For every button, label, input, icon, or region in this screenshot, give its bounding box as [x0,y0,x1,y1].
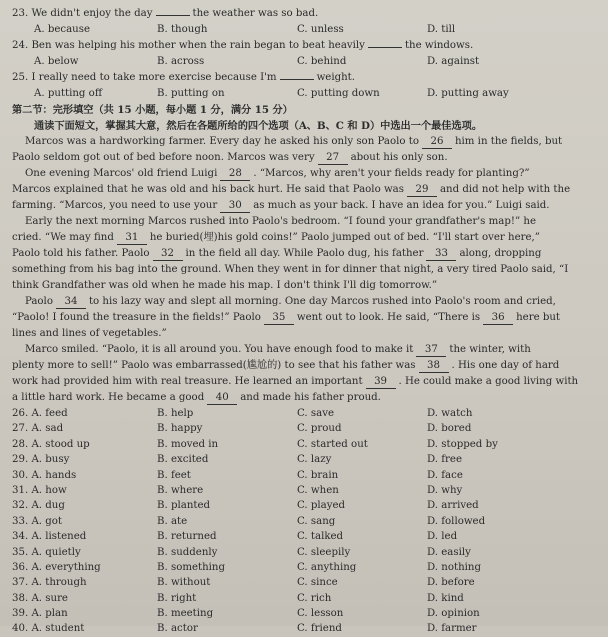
question-stem-end: the weather was so bad. [192,8,319,19]
answer-choices [12,406,598,637]
option-b: B. though [157,24,208,35]
choice-option-b: B. moved in [157,438,219,450]
choice-option-b: B. meeting [157,608,214,620]
passage-line [12,374,598,390]
passage-text: “Paolo! I found the treasure in the fields!” Paolo [12,312,261,323]
answer-blank [156,15,190,16]
choice-option-c: C. anything [297,561,357,573]
passage-line [12,326,598,342]
passage-text: plenty more to sell!” Paolo was embarrassed(尴尬的) to see that his father was [12,360,416,371]
choice-row [12,545,598,560]
choice-option-d: D. why [427,484,463,496]
choice-option-a: 39. A. plan [12,608,68,620]
question-23-options [12,22,598,38]
passage-text: farming. “Marcos, you need to use your [12,200,218,211]
choice-row [12,514,598,529]
cloze-passage [12,134,598,406]
choice-option-a: 32. A. dug [12,500,65,512]
choice-option-c: C. sleepily [297,546,351,558]
passage-line [12,198,598,214]
passage-text: about his only son. [350,152,448,163]
choice-option-a: 29. A. busy [12,454,70,466]
passage-text: in the field all day. While Paolo dug, his father [185,248,424,259]
question-25-options [12,86,598,102]
choice-row [12,498,598,513]
passage-line [12,166,598,182]
choice-row [12,575,598,590]
choice-option-a: 30. A. hands [12,469,77,481]
choice-option-c: C. friend [297,623,342,635]
choice-option-b: B. right [157,592,197,604]
passage-text: Early the next morning Marcos rushed into Paolo's bedroom. “I found your grandfather's map!” he [12,216,536,227]
passage-text: lines and lines of vegetables.” [12,328,167,339]
cloze-blank: 30 [220,200,250,213]
passage-text: . “Marcos, why aren't your fields ready for planting?” [253,168,530,179]
choice-option-c: C. lazy [297,454,332,466]
question-stem: 23. We didn't enjoy the day [12,8,153,19]
question-stem-end: weight. [316,72,356,83]
choice-option-d: D. face [427,469,463,481]
cloze-blank: 33 [426,248,456,261]
passage-text: and did not help with the [439,184,571,195]
question-stem-end: the windows. [404,40,474,51]
cloze-blank: 34 [56,296,86,309]
passage-text: Paolo [12,296,53,307]
option-a: A. below [34,56,79,67]
passage-line [12,134,598,150]
choice-option-a: 37. A. through [12,577,87,589]
choice-option-b: B. excited [157,454,209,466]
choice-option-a: 28. A. stood up [12,438,90,450]
passage-text: cried. “We may find [12,232,114,243]
passage-text: to his lazy way and slept all morning. One day Marcos rushed into Paolo's room and cried, [88,296,556,307]
choice-option-c: C. started out [297,438,368,450]
passage-line [12,294,598,310]
choice-option-b: B. suddenly [157,546,218,558]
choice-option-d: D. opinion [427,608,480,620]
choice-row [12,529,598,544]
cloze-blank: 27 [318,152,348,165]
question-24-options [12,54,598,70]
choice-option-d: D. easily [427,546,471,558]
choice-option-c: C. sang [297,515,336,527]
choice-option-c: C. brain [297,469,339,481]
passage-text: Paolo told his father. Paolo [12,248,150,259]
choice-option-c: C. save [297,408,334,419]
passage-line [12,358,598,374]
option-a: A. because [34,24,90,35]
passage-text: . His one day of hard [451,360,560,371]
passage-line [12,390,598,406]
cloze-blank: 40 [207,392,237,405]
cloze-blank: 38 [419,360,449,373]
choice-option-c: C. when [297,484,339,496]
cloze-blank: 26 [422,136,452,149]
choice-option-d: D. followed [427,515,486,527]
option-a: A. putting off [34,88,103,99]
choice-option-d: D. before [427,577,475,589]
choice-row [12,468,598,483]
choice-option-a: 35. A. quietly [12,546,81,558]
passage-line [12,342,598,358]
cloze-blank: 32 [153,248,183,261]
choice-option-b: B. help [157,408,194,419]
cloze-blank: 36 [483,312,513,325]
passage-line [12,262,598,278]
choice-option-d: D. farmer [427,623,477,635]
cloze-blank: 39 [366,376,396,389]
passage-text: he buried(埋)his gold coins!” Paolo jumped out of bed. “I'll start over here,” [149,232,540,243]
choice-option-c: C. rich [297,592,332,604]
question-stem: 24. Ben was helping his mother when the rain began to beat heavily [12,40,365,51]
choice-option-d: D. led [427,531,458,543]
cloze-blank: 29 [407,184,437,197]
choice-option-a: 40. A. student [12,623,85,635]
passage-line [12,278,598,294]
choice-row [12,437,598,452]
option-d: D. till [427,24,456,35]
choice-option-b: B. actor [157,623,198,635]
passage-text: as much as your back. I have an idea for you.” Luigi said. [253,200,550,211]
passage-text: along, dropping [459,248,542,259]
passage-text: Marcos was a hardworking farmer. Every day he asked his only son Paolo to [12,136,419,147]
section-instruction: 通读下面短文，掌握其大意，然后在各题所给的四个选项（A、B、C 和 D）中选出一个最佳选项。 [34,120,483,132]
passage-line [12,214,598,230]
question-24 [12,38,598,54]
question-23 [12,6,598,22]
choice-option-c: C. played [297,500,346,512]
choice-option-a: 31. A. how [12,484,67,496]
passage-text: the winter, with [449,344,531,355]
cloze-blank: 28 [220,168,250,181]
choice-option-c: C. talked [297,531,344,543]
choice-option-d: D. bored [427,423,472,435]
choice-option-b: B. without [157,577,211,589]
choice-row [12,452,598,467]
cloze-blank: 35 [264,312,294,325]
passage-line [12,246,598,262]
choice-option-d: D. kind [427,592,464,604]
passage-line [12,230,598,246]
passage-text: something from his bag into the ground. When they went in for dinner that night, a very tired Paolo said, “I [12,264,569,275]
choice-option-d: D. nothing [427,561,481,573]
answer-blank [368,47,402,48]
choice-option-d: D. arrived [427,500,479,512]
passage-line [12,150,598,166]
choice-row [12,606,598,621]
option-b: B. across [157,56,205,67]
section-title: 第二节：完形填空（共 15 小题，每小题 1 分，满分 15 分） [12,104,293,116]
choice-option-c: C. lesson [297,608,344,620]
choice-option-b: B. happy [157,423,203,435]
choice-option-d: D. free [427,454,462,466]
option-b: B. putting on [157,88,225,99]
choice-row [12,483,598,498]
cloze-blank: 37 [416,344,446,357]
choice-option-d: D. stopped by [427,438,498,450]
choice-option-b: B. ate [157,515,188,527]
choice-option-b: B. feet [157,469,191,481]
passage-text: here but [516,312,561,323]
passage-line [12,310,598,326]
choice-row [12,406,598,421]
option-d: D. putting away [427,88,509,99]
option-c: C. putting down [297,88,380,99]
choice-option-d: D. watch [427,408,473,419]
choice-option-b: B. planted [157,500,211,512]
cloze-blank: 31 [117,232,147,245]
choice-option-c: C. proud [297,423,342,435]
option-d: D. against [427,56,480,67]
passage-text: him in the fields, but [454,136,563,147]
passage-text: Paolo seldom got out of bed before noon. Marcos was very [12,152,315,163]
option-c: C. behind [297,56,347,67]
passage-text: went out to look. He said, “There is [296,312,481,323]
choice-option-a: 36. A. everything [12,561,101,573]
passage-text: a little hard work. He became a good [12,392,205,403]
choice-row [12,591,598,606]
choice-option-a: 34. A. listened [12,531,87,543]
choice-option-a: 26. A. feed [12,408,68,419]
choice-option-a: 38. A. sure [12,592,68,604]
choice-row [12,421,598,436]
question-25 [12,70,598,86]
passage-text: One evening Marcos' old friend Luigi [12,168,218,179]
passage-text: Marcos explained that he was old and his back hurt. He said that Paolo was [12,184,404,195]
choice-option-b: B. returned [157,531,217,543]
question-stem: 25. I really need to take more exercise because I'm [12,72,277,83]
passage-line [12,182,598,198]
passage-text: Marco smiled. “Paolo, it is all around you. You have enough food to make it [12,344,414,355]
option-c: C. unless [297,24,344,35]
passage-text: and made his father proud. [240,392,381,403]
answer-blank [280,79,314,80]
choice-option-c: C. since [297,577,338,589]
choice-option-b: B. something [157,561,226,573]
passage-text: think Grandfather was old when he made his map. I don't think I'll dig tomorrow.” [12,280,438,291]
passage-text: work had provided him with real treasure. He learned an important [12,376,363,387]
choice-option-b: B. where [157,484,204,496]
choice-row [12,621,598,636]
passage-text: . He could make a good living with [398,376,579,387]
choice-row [12,560,598,575]
choice-option-a: 33. A. got [12,515,63,527]
choice-option-a: 27. A. sad [12,423,64,435]
